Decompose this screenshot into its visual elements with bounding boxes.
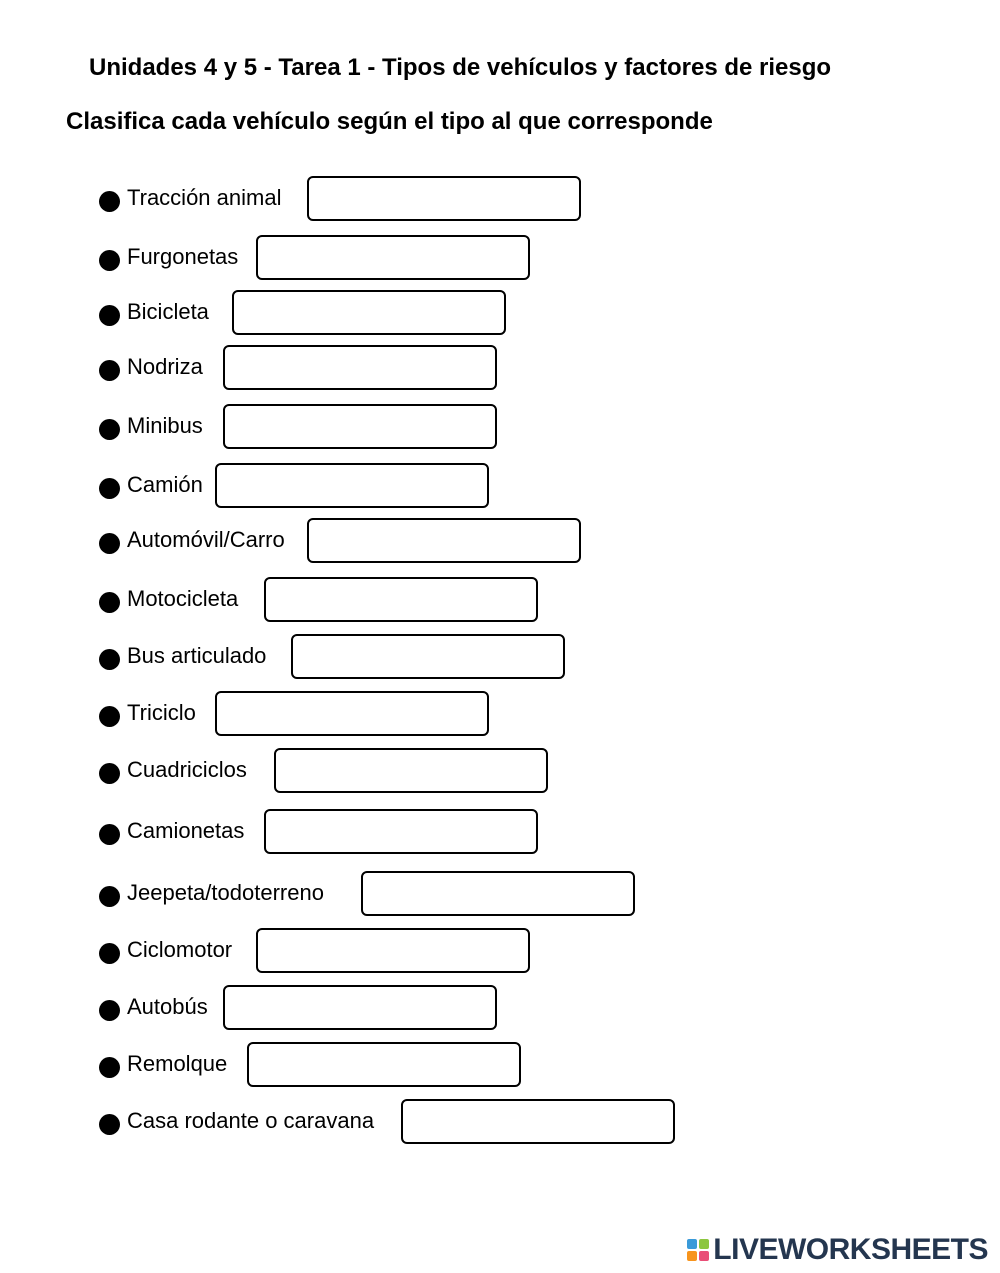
answer-input[interactable] — [232, 290, 506, 335]
answer-input[interactable] — [256, 235, 530, 280]
vehicle-label: Motocicleta — [127, 586, 239, 611]
answer-input[interactable] — [223, 985, 497, 1030]
vehicle-label: Nodriza — [127, 354, 203, 379]
vehicle-label: Furgonetas — [127, 244, 239, 269]
answer-input[interactable] — [223, 345, 497, 390]
bullet-icon — [99, 533, 120, 554]
answer-input[interactable] — [307, 176, 581, 221]
answer-input[interactable] — [256, 928, 530, 973]
vehicle-label: Automóvil/Carro — [127, 527, 285, 552]
bullet-icon — [99, 1000, 120, 1021]
bullet-icon — [99, 305, 120, 326]
vehicle-label: Tracción animal — [127, 185, 282, 210]
vehicle-label: Autobús — [127, 994, 208, 1019]
worksheet-instruction: Clasifica cada vehículo según el tipo al que corresponde — [66, 108, 713, 135]
vehicle-label: Jeepeta/todoterreno — [127, 880, 324, 905]
bullet-icon — [99, 763, 120, 784]
vehicle-label: Cuadriciclos — [127, 757, 247, 782]
answer-input[interactable] — [361, 871, 635, 916]
brand-name: LIVEWORKSHEETS — [713, 1233, 988, 1266]
answer-input[interactable] — [223, 404, 497, 449]
vehicle-label: Minibus — [127, 413, 203, 438]
worksheet-title: Unidades 4 y 5 - Tarea 1 - Tipos de vehículos y factores de riesgo — [89, 54, 832, 81]
answer-input[interactable] — [274, 748, 548, 793]
bullet-icon — [99, 191, 120, 212]
bullet-icon — [99, 1057, 120, 1078]
vehicle-label: Camionetas — [127, 818, 245, 843]
answer-input[interactable] — [215, 691, 489, 736]
answer-input[interactable] — [215, 463, 489, 508]
bullet-icon — [99, 250, 120, 271]
vehicle-label: Bicicleta — [127, 299, 209, 324]
vehicle-label: Bus articulado — [127, 643, 267, 668]
bullet-icon — [99, 478, 120, 499]
vehicle-label: Ciclomotor — [127, 937, 233, 962]
bullet-icon — [99, 1114, 120, 1135]
answer-input[interactable] — [291, 634, 565, 679]
bullet-icon — [99, 592, 120, 613]
bullet-icon — [99, 943, 120, 964]
liveworksheets-logo-icon — [687, 1239, 709, 1261]
bullet-icon — [99, 886, 120, 907]
bullet-icon — [99, 649, 120, 670]
answer-input[interactable] — [307, 518, 581, 563]
vehicle-label: Triciclo — [127, 700, 196, 725]
bullet-icon — [99, 824, 120, 845]
answer-input[interactable] — [247, 1042, 521, 1087]
vehicle-label: Camión — [127, 472, 203, 497]
vehicle-label: Casa rodante o caravana — [127, 1108, 375, 1133]
vehicle-label: Remolque — [127, 1051, 228, 1076]
answer-input[interactable] — [401, 1099, 675, 1144]
answer-input[interactable] — [264, 809, 538, 854]
bullet-icon — [99, 706, 120, 727]
footer-branding — [687, 1235, 988, 1265]
bullet-icon — [99, 360, 120, 381]
answer-input[interactable] — [264, 577, 538, 622]
bullet-icon — [99, 419, 120, 440]
